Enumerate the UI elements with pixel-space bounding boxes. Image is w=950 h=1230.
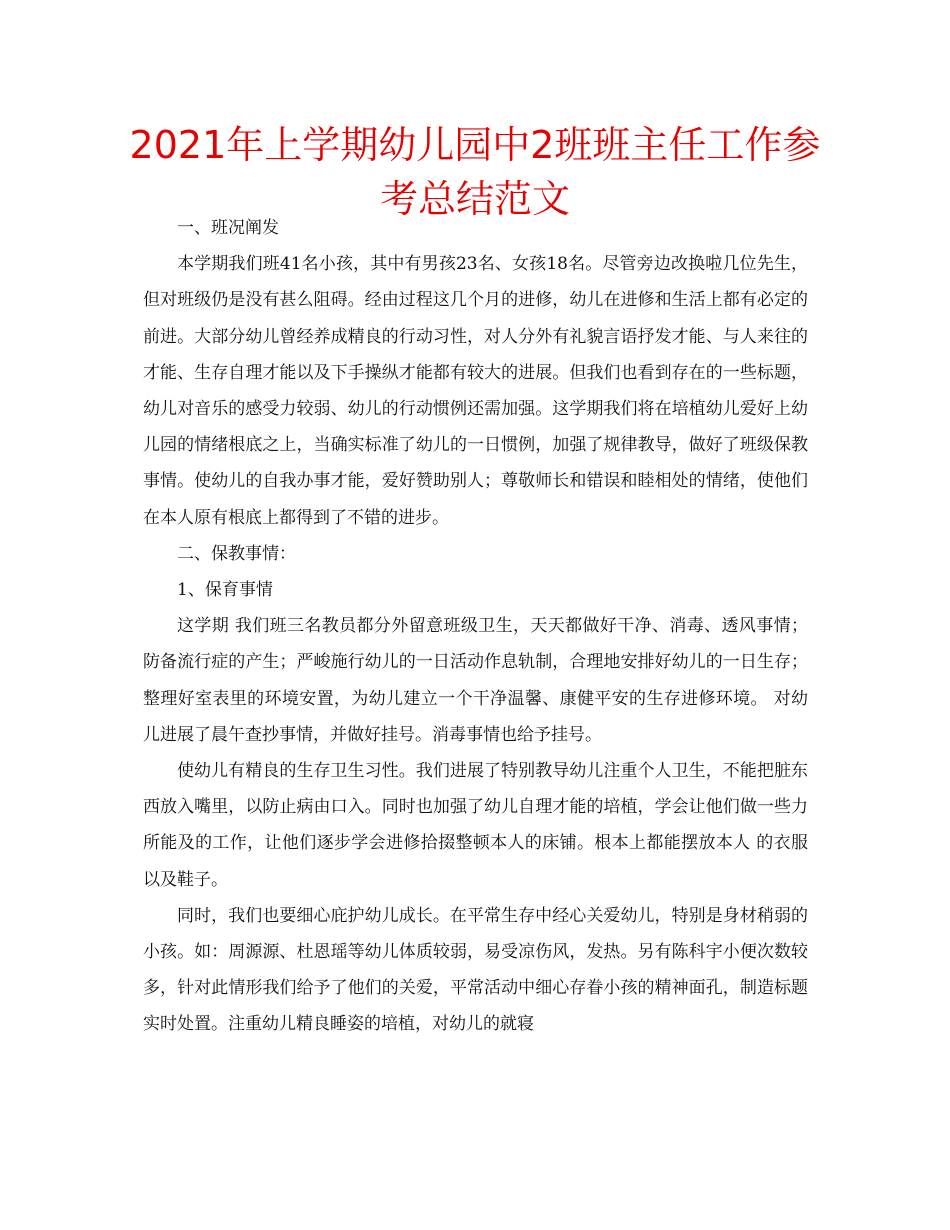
paragraph-class-overview: 本学期我们班41名小孩，其中有男孩23名、女孩18名。尽管旁边改换啦几位先生，但对班级仍是没有甚么阻碍。经由过程这几个月的进修，幼儿在进修和生活上都有必定的前进。大部分幼儿曾经养成精良的行动习性，对人分外有礼貌言语抒发才能、与人来往的才能、生存自理才能以及下手操纵才能都有较大的进展。但我们也看到存在的一些标题，幼儿对音乐的感受力较弱、幼儿的行动惯例还需加强。这学期我们将在培植幼儿爱好上幼儿园的情绪根底之上，当确实标准了幼儿的一日惯例，加强了规律教导，做好了班级保教事情。使幼儿的自我办事才能，爱好赞助别人；尊敬师长和错误和睦相处的情绪，使他们在本人原有根底上都得到了不错的进步。 — [143, 254, 808, 528]
document-title: 2021年上学期幼儿园中2班班主任工作参考总结范文 — [129, 123, 821, 221]
section-heading-class-analysis: 一、班况阐发 — [177, 218, 279, 238]
paragraph-hygiene: 这学期 我们班三名教员都分外留意班级卫生，天天都做好干净、消毒、透风事情；防备流行症的产生；严峻施行幼儿的一日活动作息轨制，合理地安排好幼儿的一日生存；整理好室表里的环境安置，为幼儿建立一个干净温馨、康健平安的生存进修环境。 对幼儿进展了晨午查抄事情，并做好挂号。消毒事情也给予挂号。 — [143, 616, 808, 745]
document-body — [143, 210, 808, 1043]
paragraph-care-for-children: 同时，我们也要细心庇护幼儿成长。在平常生存中经心关爱幼儿，特别是身材稍弱的小孩。如：周源源、杜恩瑶等幼儿体质较弱，易受凉伤风，发热。另有陈科宇小便次数较多，针对此情形我们给予了他们的关爱，平常活动中细心存眷小孩的精神面孔，制造标题实时处置。注重幼儿精良睡姿的培植，对幼儿的就寝 — [143, 905, 808, 1035]
paragraph-habits: 使幼儿有精良的生存卫生习性。我们进展了特别教导幼儿注重个人卫生，不能把脏东西放入嘴里，以防止病由口入。同时也加强了幼儿自理才能的培植，学会让他们做一些力所能及的工作，让他们逐步学会进修拾掇整顿本人的床铺。根本上都能摆放本人 的衣服以及鞋子。 — [143, 761, 808, 890]
subsection-heading-care-work: 1、保育事情 — [177, 580, 273, 601]
section-heading-care-education: 二、保教事情： — [177, 543, 296, 564]
